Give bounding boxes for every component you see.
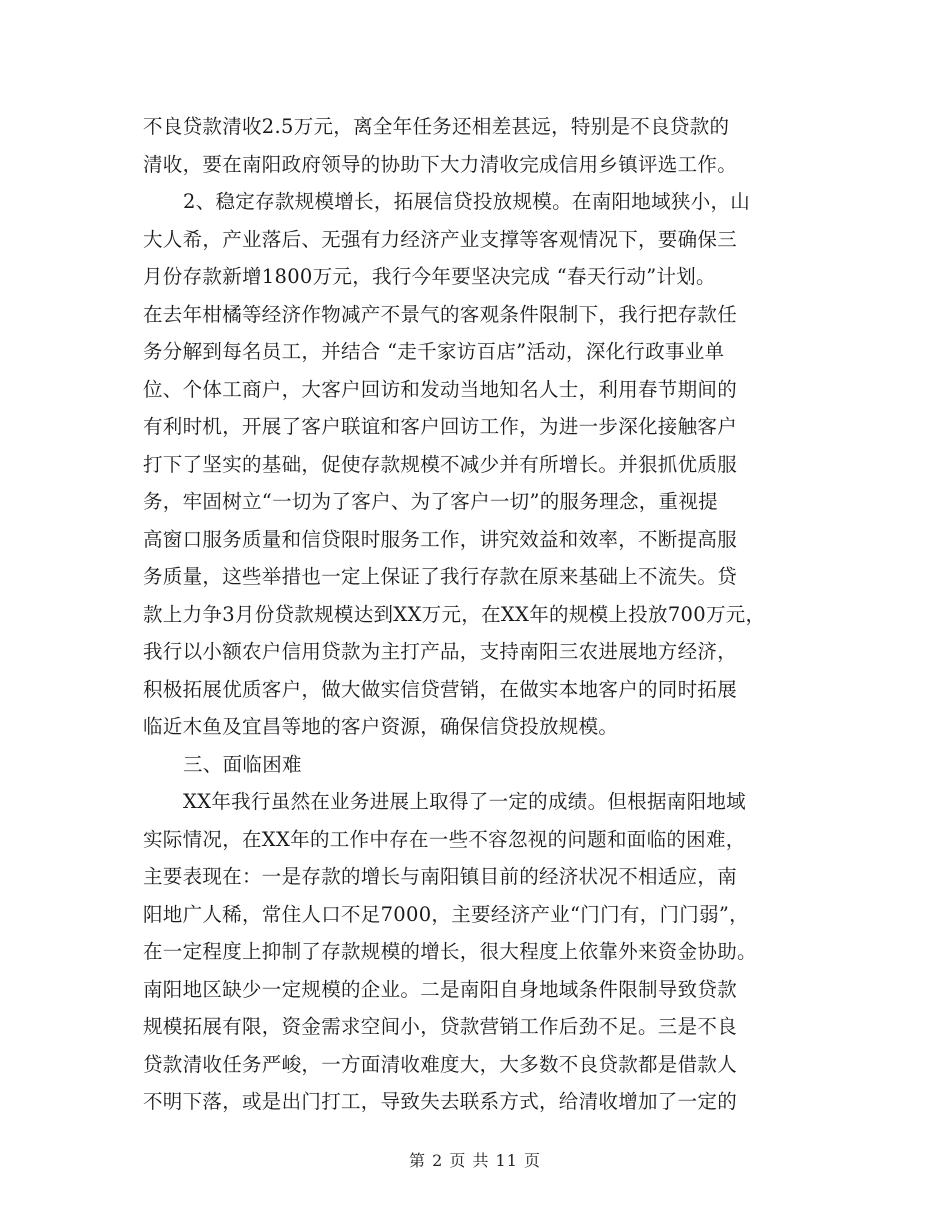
text-line: 位、个体工商户，大客户回访和发动当地知名人士，利用春节期间的 <box>143 377 738 401</box>
text-line: 贷款清收任务严峻，一方面清收难度大，大多数不良贷款都是借款人 <box>143 1052 738 1076</box>
text-line: 款上力争3月份贷款规模达到XX万元，在XX年的规模上投放700万元， <box>143 602 766 626</box>
text-line: 我行以小额农户信用贷款为主打产品，支持南阳三农进展地方经济， <box>143 640 738 663</box>
text-line: 打下了坚实的基础，促使存款规模不减少并有所增长。并狠抓优质服 <box>143 452 738 476</box>
text-line: 务分解到每名员工，并结合 “走千家访百店”活动，深化行政事业单 <box>143 340 725 363</box>
page-body <box>143 108 813 1121</box>
text-line: 务质量，这些举措也一定上保证了我行存款在原来基础上不流失。贷 <box>143 565 738 588</box>
text-line: 南阳地区缺少一定规模的企业。二是南阳自身地域条件限制导致贷款 <box>143 977 738 1001</box>
paragraph-start: XX年我行虽然在业务进展上取得了一定的成绩。但根据南阳地域 <box>183 790 746 813</box>
text-line: 不良贷款清收2.5万元，离全年任务还相差甚远，特别是不良贷款的 <box>143 115 730 138</box>
text-line: 有利时机，开展了客户联谊和客户回访工作，为进一步深化接触客户 <box>143 415 738 438</box>
text-line: 主要表现在：一是存款的增长与南阳镇目前的经济状况不相适应，南 <box>143 865 738 888</box>
text-line: 实际情况，在XX年的工作中存在一些不容忽视的问题和面临的困难， <box>143 827 746 851</box>
text-line: 务，牢固树立“一切为了客户、为了客户一切”的服务理念，重视提 <box>143 490 718 513</box>
text-line: 在去年柑橘等经济作物减产不景气的客观条件限制下，我行把存款任 <box>143 302 738 326</box>
text-line: 在一定程度上抑制了存款规模的增长，很大程度上依靠外来资金协助。 <box>143 940 757 963</box>
text-line: 临近木鱼及宜昌等地的客户资源，确保信贷投放规模。 <box>143 715 619 738</box>
text-line: 高窗口服务质量和信贷限时服务工作，讲究效益和效率，不断提高服 <box>143 527 738 551</box>
text-line: 规模拓展有限，资金需求空间小，贷款营销工作后劲不足。三是不良 <box>143 1015 738 1038</box>
text-line: 阳地广人稀，常住人口不足7000，主要经济产业“门门有，门门弱”， <box>143 902 749 926</box>
section-heading: 三、面临困难 <box>183 752 302 776</box>
text-line: 月份存款新增1800万元，我行今年要坚决完成 “春天行动”计划。 <box>143 265 716 288</box>
text-line: 大人希，产业落后、无强有力经济产业支撑等客观情况下，要确保三 <box>143 227 738 251</box>
text-line: 积极拓展优质客户，做大做实信贷营销，在做实本地客户的同时拓展 <box>143 677 738 701</box>
paragraph-start: 2、稳定存款规模增长，拓展信贷投放规模。在南阳地域狭小，山 <box>183 190 751 213</box>
page-number-footer: 第 2 页 共 11 页 <box>409 1151 541 1170</box>
text-line: 清收，要在南阳政府领导的协助下大力清收完成信用乡镇评选工作。 <box>143 152 738 176</box>
text-line: 不明下落，或是出门打工，导致失去联系方式，给清收增加了一定的 <box>143 1090 738 1113</box>
